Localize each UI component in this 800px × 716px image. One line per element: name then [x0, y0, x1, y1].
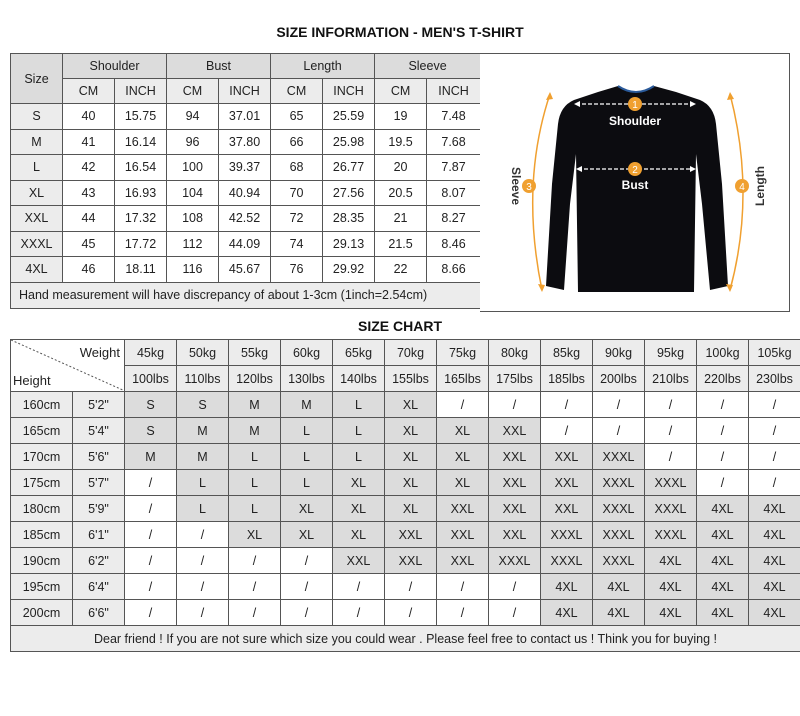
measure-cell: 68 — [271, 155, 323, 181]
height-cm-cell: 190cm — [11, 548, 73, 574]
recommended-size-cell: XL — [385, 496, 437, 522]
recommended-size-cell: XXXL — [645, 496, 697, 522]
weight-kg-header: 105kg — [749, 340, 800, 366]
measure-cell: 15.75 — [115, 104, 167, 130]
svg-text:1: 1 — [632, 100, 638, 111]
recommended-size-cell: XXL — [333, 548, 385, 574]
size-name-cell: XXL — [11, 206, 63, 232]
measure-cell: 43 — [63, 180, 115, 206]
recommended-size-cell: / — [593, 392, 645, 418]
info-row — [11, 155, 481, 181]
measure-cell: 26.77 — [323, 155, 375, 181]
recommended-size-cell: L — [281, 444, 333, 470]
measure-cell: 39.37 — [219, 155, 271, 181]
recommended-size-cell: L — [281, 470, 333, 496]
height-ft-cell: 5'6" — [73, 444, 125, 470]
recommended-size-cell: / — [749, 418, 800, 444]
height-cm-cell: 185cm — [11, 522, 73, 548]
size-name-cell: XXXL — [11, 231, 63, 257]
height-cm-cell: 200cm — [11, 600, 73, 626]
recommended-size-cell: L — [229, 496, 281, 522]
unit-header: CM — [167, 79, 219, 104]
height-cm-cell: 160cm — [11, 392, 73, 418]
measure-cell: 76 — [271, 257, 323, 283]
unit-header: INCH — [427, 79, 481, 104]
recommended-size-cell: / — [749, 444, 800, 470]
recommended-size-cell: M — [281, 392, 333, 418]
measure-cell: 16.14 — [115, 129, 167, 155]
recommended-size-cell: / — [749, 392, 800, 418]
recommended-size-cell: S — [177, 392, 229, 418]
size-name-cell: M — [11, 129, 63, 155]
recommended-size-cell: / — [437, 600, 489, 626]
measure-cell: 16.93 — [115, 180, 167, 206]
weight-lbs-header: 230lbs — [749, 366, 800, 392]
recommended-size-cell: XXL — [437, 522, 489, 548]
recommended-size-cell: / — [229, 574, 281, 600]
recommended-size-cell: 4XL — [645, 548, 697, 574]
recommended-size-cell: XXL — [437, 548, 489, 574]
info-row — [11, 180, 481, 206]
recommended-size-cell: / — [229, 600, 281, 626]
recommended-size-cell: XL — [281, 522, 333, 548]
recommended-size-cell: XXXL — [593, 470, 645, 496]
measure-cell: 65 — [271, 104, 323, 130]
measure-cell: 29.92 — [323, 257, 375, 283]
recommended-size-cell: L — [333, 418, 385, 444]
weight-kg-header: 95kg — [645, 340, 697, 366]
measure-group-header: Sleeve — [375, 54, 481, 79]
info-row — [11, 129, 481, 155]
weight-lbs-header: 185lbs — [541, 366, 593, 392]
recommended-size-cell: / — [697, 392, 749, 418]
info-row — [11, 104, 481, 130]
recommended-size-cell: / — [385, 574, 437, 600]
info-note-row — [11, 282, 481, 308]
measure-cell: 44.09 — [219, 231, 271, 257]
tshirt-diagram-svg — [480, 54, 790, 313]
recommended-size-cell: XL — [437, 444, 489, 470]
recommended-size-cell: 4XL — [697, 574, 749, 600]
unit-header: INCH — [323, 79, 375, 104]
recommended-size-cell: / — [385, 600, 437, 626]
recommended-size-cell: / — [177, 522, 229, 548]
measure-cell: 41 — [63, 129, 115, 155]
recommended-size-cell: 4XL — [645, 574, 697, 600]
weight-kg-header: 65kg — [333, 340, 385, 366]
recommended-size-cell: M — [229, 418, 281, 444]
weight-height-corner — [11, 340, 125, 392]
recommended-size-cell: XXL — [541, 470, 593, 496]
measure-cell: 70 — [271, 180, 323, 206]
measure-cell: 20.5 — [375, 180, 427, 206]
chart-row — [11, 496, 800, 522]
height-ft-cell: 6'6" — [73, 600, 125, 626]
garment-measurement-diagram — [480, 53, 790, 312]
recommended-size-cell: / — [333, 574, 385, 600]
recommended-size-cell: / — [593, 418, 645, 444]
measure-cell: 112 — [167, 231, 219, 257]
info-header-row — [11, 54, 481, 79]
measurement-note: Hand measurement will have discrepancy of about 1-3cm (1inch=2.54cm) — [11, 282, 481, 308]
recommended-size-cell: / — [125, 470, 177, 496]
recommended-size-cell: 4XL — [697, 496, 749, 522]
recommended-size-cell: L — [281, 418, 333, 444]
recommended-size-cell: / — [125, 496, 177, 522]
measure-cell: 21 — [375, 206, 427, 232]
recommended-size-cell: / — [125, 548, 177, 574]
weight-lbs-header: 175lbs — [489, 366, 541, 392]
recommended-size-cell: XXL — [541, 444, 593, 470]
recommended-size-cell: XXL — [385, 522, 437, 548]
height-cm-cell: 175cm — [11, 470, 73, 496]
size-information-title: SIZE INFORMATION - MEN'S T-SHIRT — [276, 24, 524, 40]
measure-cell: 108 — [167, 206, 219, 232]
size-name-cell: XL — [11, 180, 63, 206]
size-name-cell: L — [11, 155, 63, 181]
measure-cell: 94 — [167, 104, 219, 130]
measure-cell: 21.5 — [375, 231, 427, 257]
recommended-size-cell: / — [697, 444, 749, 470]
recommended-size-cell: 4XL — [697, 548, 749, 574]
height-cm-cell: 195cm — [11, 574, 73, 600]
recommended-size-cell: / — [229, 548, 281, 574]
recommended-size-cell: XL — [385, 470, 437, 496]
height-ft-cell: 5'2" — [73, 392, 125, 418]
recommended-size-cell: XXXL — [593, 522, 645, 548]
height-ft-cell: 6'4" — [73, 574, 125, 600]
measure-cell: 29.13 — [323, 231, 375, 257]
recommended-size-cell: XL — [385, 444, 437, 470]
recommended-size-cell: XL — [333, 470, 385, 496]
measure-cell: 7.48 — [427, 104, 481, 130]
height-cm-cell: 165cm — [11, 418, 73, 444]
height-ft-cell: 5'9" — [73, 496, 125, 522]
recommended-size-cell: L — [229, 444, 281, 470]
recommended-size-cell: / — [177, 600, 229, 626]
chart-weight-lbs-row — [11, 366, 800, 392]
recommended-size-cell: / — [645, 418, 697, 444]
contact-note: Dear friend ! If you are not sure which size you could wear . Please feel free to contact us ! Think you for buying ! — [11, 626, 800, 652]
recommended-size-cell: M — [177, 418, 229, 444]
size-chart-title: SIZE CHART — [358, 318, 442, 334]
measure-cell: 8.27 — [427, 206, 481, 232]
height-ft-cell: 6'1" — [73, 522, 125, 548]
recommended-size-cell: XL — [385, 392, 437, 418]
recommended-size-cell: 4XL — [541, 600, 593, 626]
height-ft-cell: 5'4" — [73, 418, 125, 444]
recommended-size-cell: / — [645, 444, 697, 470]
weight-kg-header: 60kg — [281, 340, 333, 366]
recommended-size-cell: / — [489, 574, 541, 600]
recommended-size-cell: 4XL — [697, 522, 749, 548]
recommended-size-cell: 4XL — [593, 600, 645, 626]
recommended-size-cell: L — [177, 470, 229, 496]
measure-cell: 7.87 — [427, 155, 481, 181]
size-name-cell: 4XL — [11, 257, 63, 283]
weight-kg-header: 50kg — [177, 340, 229, 366]
recommended-size-cell: 4XL — [697, 600, 749, 626]
measure-cell: 116 — [167, 257, 219, 283]
weight-kg-header: 90kg — [593, 340, 645, 366]
weight-lbs-header: 210lbs — [645, 366, 697, 392]
measure-cell: 72 — [271, 206, 323, 232]
recommended-size-cell: 4XL — [749, 600, 800, 626]
recommended-size-cell: / — [177, 574, 229, 600]
recommended-size-cell: / — [125, 600, 177, 626]
height-ft-cell: 5'7" — [73, 470, 125, 496]
measure-cell: 8.66 — [427, 257, 481, 283]
recommended-size-cell: S — [125, 418, 177, 444]
recommended-size-cell: / — [281, 600, 333, 626]
recommended-size-cell: / — [125, 522, 177, 548]
recommended-size-cell: 4XL — [541, 574, 593, 600]
measure-cell: 74 — [271, 231, 323, 257]
measure-cell: 27.56 — [323, 180, 375, 206]
weight-kg-header: 55kg — [229, 340, 281, 366]
measure-cell: 16.54 — [115, 155, 167, 181]
weight-lbs-header: 220lbs — [697, 366, 749, 392]
height-cm-cell: 180cm — [11, 496, 73, 522]
measure-cell: 8.46 — [427, 231, 481, 257]
measure-cell: 45.67 — [219, 257, 271, 283]
weight-lbs-header: 155lbs — [385, 366, 437, 392]
recommended-size-cell: M — [229, 392, 281, 418]
recommended-size-cell: XL — [437, 418, 489, 444]
recommended-size-cell: / — [541, 392, 593, 418]
recommended-size-cell: / — [333, 600, 385, 626]
size-information-table — [10, 53, 481, 309]
measure-cell: 25.59 — [323, 104, 375, 130]
recommended-size-cell: 4XL — [749, 574, 800, 600]
unit-header: CM — [375, 79, 427, 104]
chart-weight-kg-row — [11, 340, 800, 366]
info-row — [11, 231, 481, 257]
weight-lbs-header: 120lbs — [229, 366, 281, 392]
sleeve-label: Sleeve — [509, 166, 523, 206]
recommended-size-cell: / — [177, 548, 229, 574]
measure-cell: 17.32 — [115, 206, 167, 232]
recommended-size-cell: XL — [333, 496, 385, 522]
measure-cell: 17.72 — [115, 231, 167, 257]
size-name-cell: S — [11, 104, 63, 130]
measure-cell: 28.35 — [323, 206, 375, 232]
recommended-size-cell: / — [541, 418, 593, 444]
weight-kg-header: 45kg — [125, 340, 177, 366]
measure-cell: 37.80 — [219, 129, 271, 155]
unit-header: INCH — [115, 79, 167, 104]
recommended-size-cell: / — [437, 392, 489, 418]
chart-row — [11, 418, 800, 444]
recommended-size-cell: XXXL — [489, 548, 541, 574]
recommended-size-cell: XXL — [385, 548, 437, 574]
recommended-size-cell: XXXL — [593, 444, 645, 470]
chart-row — [11, 470, 800, 496]
recommended-size-cell: / — [281, 574, 333, 600]
measure-cell: 18.11 — [115, 257, 167, 283]
unit-header: INCH — [219, 79, 271, 104]
measure-cell: 45 — [63, 231, 115, 257]
measure-cell: 42.52 — [219, 206, 271, 232]
recommended-size-cell: L — [333, 392, 385, 418]
unit-header: CM — [63, 79, 115, 104]
recommended-size-cell: XXXL — [645, 470, 697, 496]
measure-group-header: Length — [271, 54, 375, 79]
info-row — [11, 206, 481, 232]
measure-cell: 7.68 — [427, 129, 481, 155]
recommended-size-cell: XXL — [541, 496, 593, 522]
recommended-size-cell: XL — [229, 522, 281, 548]
recommended-size-cell: 4XL — [749, 548, 800, 574]
recommended-size-cell: / — [489, 600, 541, 626]
recommended-size-cell: L — [229, 470, 281, 496]
recommended-size-cell: / — [749, 470, 800, 496]
unit-header: CM — [271, 79, 323, 104]
recommended-size-cell: XL — [385, 418, 437, 444]
recommended-size-cell: XXL — [489, 418, 541, 444]
recommended-size-cell: 4XL — [749, 522, 800, 548]
measure-cell: 20 — [375, 155, 427, 181]
recommended-size-cell: 4XL — [593, 574, 645, 600]
svg-text:3: 3 — [526, 182, 532, 193]
recommended-size-cell: M — [125, 444, 177, 470]
measure-cell: 46 — [63, 257, 115, 283]
recommended-size-cell: / — [489, 392, 541, 418]
recommended-size-cell: / — [645, 392, 697, 418]
recommended-size-cell: 4XL — [645, 600, 697, 626]
recommended-size-cell: XXXL — [541, 548, 593, 574]
svg-text:2: 2 — [632, 165, 638, 176]
weight-kg-header: 70kg — [385, 340, 437, 366]
measure-cell: 19.5 — [375, 129, 427, 155]
chart-row — [11, 574, 800, 600]
measure-cell: 96 — [167, 129, 219, 155]
chart-row — [11, 548, 800, 574]
chart-note-row — [11, 626, 800, 652]
measure-cell: 8.07 — [427, 180, 481, 206]
weight-kg-header: 80kg — [489, 340, 541, 366]
recommended-size-cell: / — [281, 548, 333, 574]
chart-row — [11, 392, 800, 418]
measure-cell: 19 — [375, 104, 427, 130]
recommended-size-cell: S — [125, 392, 177, 418]
recommended-size-cell: XXL — [489, 444, 541, 470]
measure-group-header: Bust — [167, 54, 271, 79]
weight-kg-header: 75kg — [437, 340, 489, 366]
recommended-size-cell: M — [177, 444, 229, 470]
info-row — [11, 257, 481, 283]
measure-cell: 25.98 — [323, 129, 375, 155]
height-label: Height — [13, 373, 51, 388]
height-cm-cell: 170cm — [11, 444, 73, 470]
recommended-size-cell: / — [437, 574, 489, 600]
recommended-size-cell: / — [125, 574, 177, 600]
height-ft-cell: 6'2" — [73, 548, 125, 574]
length-label: Length — [753, 166, 767, 206]
weight-lbs-header: 110lbs — [177, 366, 229, 392]
weight-lbs-header: 165lbs — [437, 366, 489, 392]
recommended-size-cell: / — [697, 470, 749, 496]
weight-label: Weight — [79, 345, 120, 360]
recommended-size-cell: XXL — [489, 522, 541, 548]
weight-lbs-header: 140lbs — [333, 366, 385, 392]
recommended-size-cell: 4XL — [749, 496, 800, 522]
bust-label: Bust — [621, 178, 649, 192]
recommended-size-cell: XXXL — [541, 522, 593, 548]
shoulder-label: Shoulder — [608, 114, 662, 128]
measure-cell: 40.94 — [219, 180, 271, 206]
measure-cell: 104 — [167, 180, 219, 206]
info-unit-row — [11, 79, 481, 104]
recommended-size-cell: / — [697, 418, 749, 444]
measure-cell: 22 — [375, 257, 427, 283]
recommended-size-cell: XXL — [489, 470, 541, 496]
recommended-size-cell: XL — [437, 470, 489, 496]
chart-row — [11, 444, 800, 470]
size-header: Size — [11, 54, 63, 104]
measure-cell: 66 — [271, 129, 323, 155]
weight-kg-header: 85kg — [541, 340, 593, 366]
recommended-size-cell: L — [333, 444, 385, 470]
measure-cell: 100 — [167, 155, 219, 181]
recommended-size-cell: XXL — [489, 496, 541, 522]
recommended-size-cell: L — [177, 496, 229, 522]
chart-row — [11, 600, 800, 626]
recommended-size-cell: XL — [333, 522, 385, 548]
size-chart-table — [10, 339, 800, 652]
measure-cell: 37.01 — [219, 104, 271, 130]
chart-row — [11, 522, 800, 548]
measure-cell: 44 — [63, 206, 115, 232]
recommended-size-cell: XXXL — [593, 548, 645, 574]
weight-kg-header: 100kg — [697, 340, 749, 366]
measure-group-header: Shoulder — [63, 54, 167, 79]
weight-lbs-header: 200lbs — [593, 366, 645, 392]
weight-lbs-header: 130lbs — [281, 366, 333, 392]
recommended-size-cell: XXXL — [593, 496, 645, 522]
recommended-size-cell: XXXL — [645, 522, 697, 548]
measure-cell: 42 — [63, 155, 115, 181]
svg-text:4: 4 — [739, 182, 745, 193]
measure-cell: 40 — [63, 104, 115, 130]
weight-lbs-header: 100lbs — [125, 366, 177, 392]
recommended-size-cell: XXL — [437, 496, 489, 522]
recommended-size-cell: XL — [281, 496, 333, 522]
